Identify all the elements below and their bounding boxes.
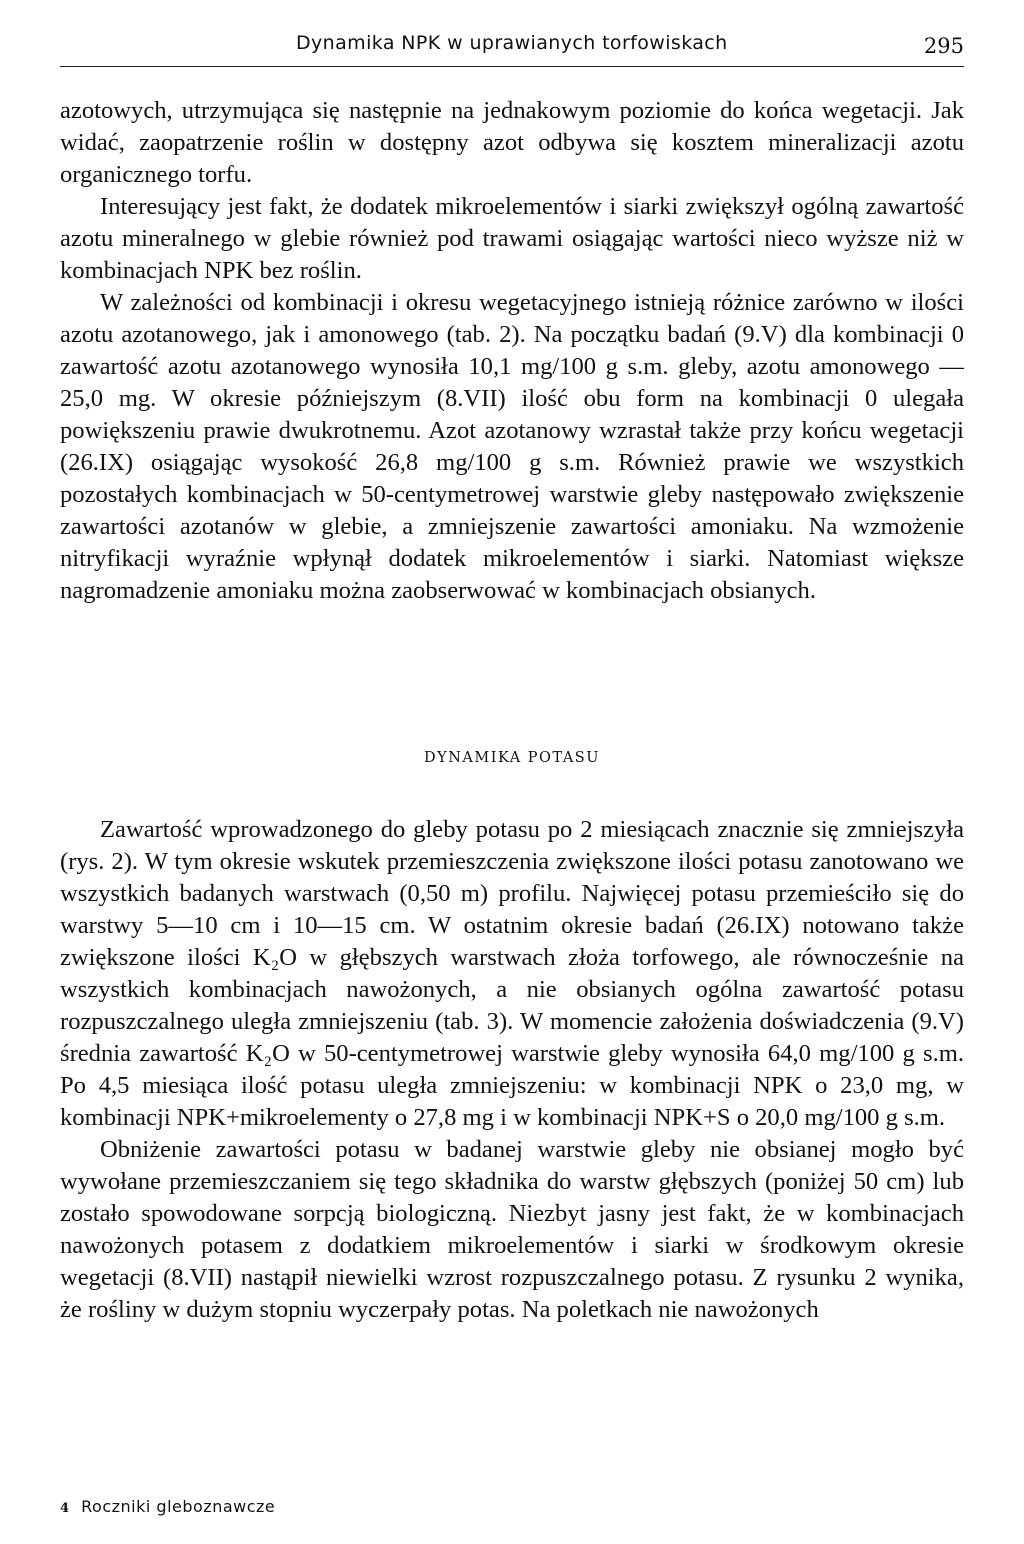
body-text-potassium bbox=[60, 814, 964, 1326]
signature-number: 4 bbox=[60, 1501, 70, 1516]
page-header bbox=[60, 30, 964, 67]
paragraph: Zawartość wprowadzonego do gleby potasu po 2 miesiącach znacznie się zmniejszyła (rys. 2). W tym okresie wskutek przemieszczenia zwiększone ilości potasu zanotowano we wszystkich badanych warstwach (0,50 m) profilu. Najwięcej potasu przemieściło się do warstwy 5—10 cm i 10—15 cm. W ostatnim okresie badań (26.IX) notowano także zwiększone ilości K₂O w głębszych warstwach złoża torfowego, ale równocześnie na wszystkich kombinacjach nawożonych, a nie obsianych ogólna zawartość potasu rozpuszczalnego uległa zmniejszeniu (tab. 3). W momencie założenia doświadczenia (9.V) średnia zawartość K₂O w 50-centymetrowej warstwie gleby wynosiła 64,0 mg/100 g s.m. Po 4,5 miesiąca ilość potasu uległa zmniejszeniu: w kombinacji NPK o 23,0 mg, w kombinacji NPK+mikroelementy o 27,8 mg i w kombinacji NPK+S o 20,0 mg/100 g s.m. bbox=[60, 816, 964, 1131]
running-title: Dynamika NPK w uprawianych torfowiskach bbox=[296, 32, 728, 54]
section-heading: DYNAMIKA POTASU bbox=[424, 750, 600, 766]
paragraph: Interesujący jest fakt, że dodatek mikroelementów i siarki zwiększył ogólną zawartość azotu mineralnego w glebie również pod trawami osiągając wartości nieco wyższe niż w kombinacjach NPK bez roślin. bbox=[60, 193, 964, 284]
paragraph: W zależności od kombinacji i okresu wegetacyjnego istnieją różnice zarówno w ilości azotu azotanowego, jak i amonowego (tab. 2). Na początku badań (9.V) dla kombinacji 0 zawartość azotu azotanowego wynosiła 10,1 mg/100 g s.m. gleby, azotu amonowego — 25,0 mg. W okresie późniejszym (8.VII) ilość obu form na kombinacji 0 ulegała powiększeniu prawie dwukrotnemu. Azot azotanowy wzrastał także przy końcu wegetacji (26.IX) osiągając wysokość 26,8 mg/100 g s.m. Również prawie we wszystkich pozostałych kombinacjach w 50-centymetrowej warstwie gleby następowało zwiększenie zawartości azotanów w glebie, a zmniejszenie zawartości amoniaku. Na wzmożenie nitryfikacji wyraźnie wpłynął dodatek mikroelementów i siarki. Natomiast większe nagromadzenie amoniaku można zaobserwować w kombinacjach obsianych. bbox=[60, 289, 964, 604]
paragraph: Obniżenie zawartości potasu w badanej warstwie gleby nie obsianej mogło być wywołane przemieszczaniem się tego składnika do warstw głębszych (poniżej 50 cm) lub zostało spowodowane sorpcją biologiczną. Niezbyt jasny jest fakt, że w kombinacjach nawożonych potasem z dodatkiem mikroelementów i siarki w środkowym okresie wegetacji (8.VII) nastąpił niewielki wzrost rozpuszczalnego potasu. Z rysunku 2 wynika, że rośliny w dużym stopniu wyczerpały potas. Na poletkach nie nawożonych bbox=[60, 1136, 964, 1323]
paragraph: azotowych, utrzymująca się następnie na jednakowym poziomie do końca wegetacji. Jak widać, zaopatrzenie roślin w dostępny azot odbywa się kosztem mineralizacji azotu organicznego torfu. bbox=[60, 97, 964, 188]
page-number: 295 bbox=[923, 34, 964, 58]
journal-name: Roczniki gleboznawcze bbox=[81, 1497, 276, 1516]
body-text-nitrogen bbox=[60, 95, 964, 607]
page-footer bbox=[60, 1497, 275, 1516]
